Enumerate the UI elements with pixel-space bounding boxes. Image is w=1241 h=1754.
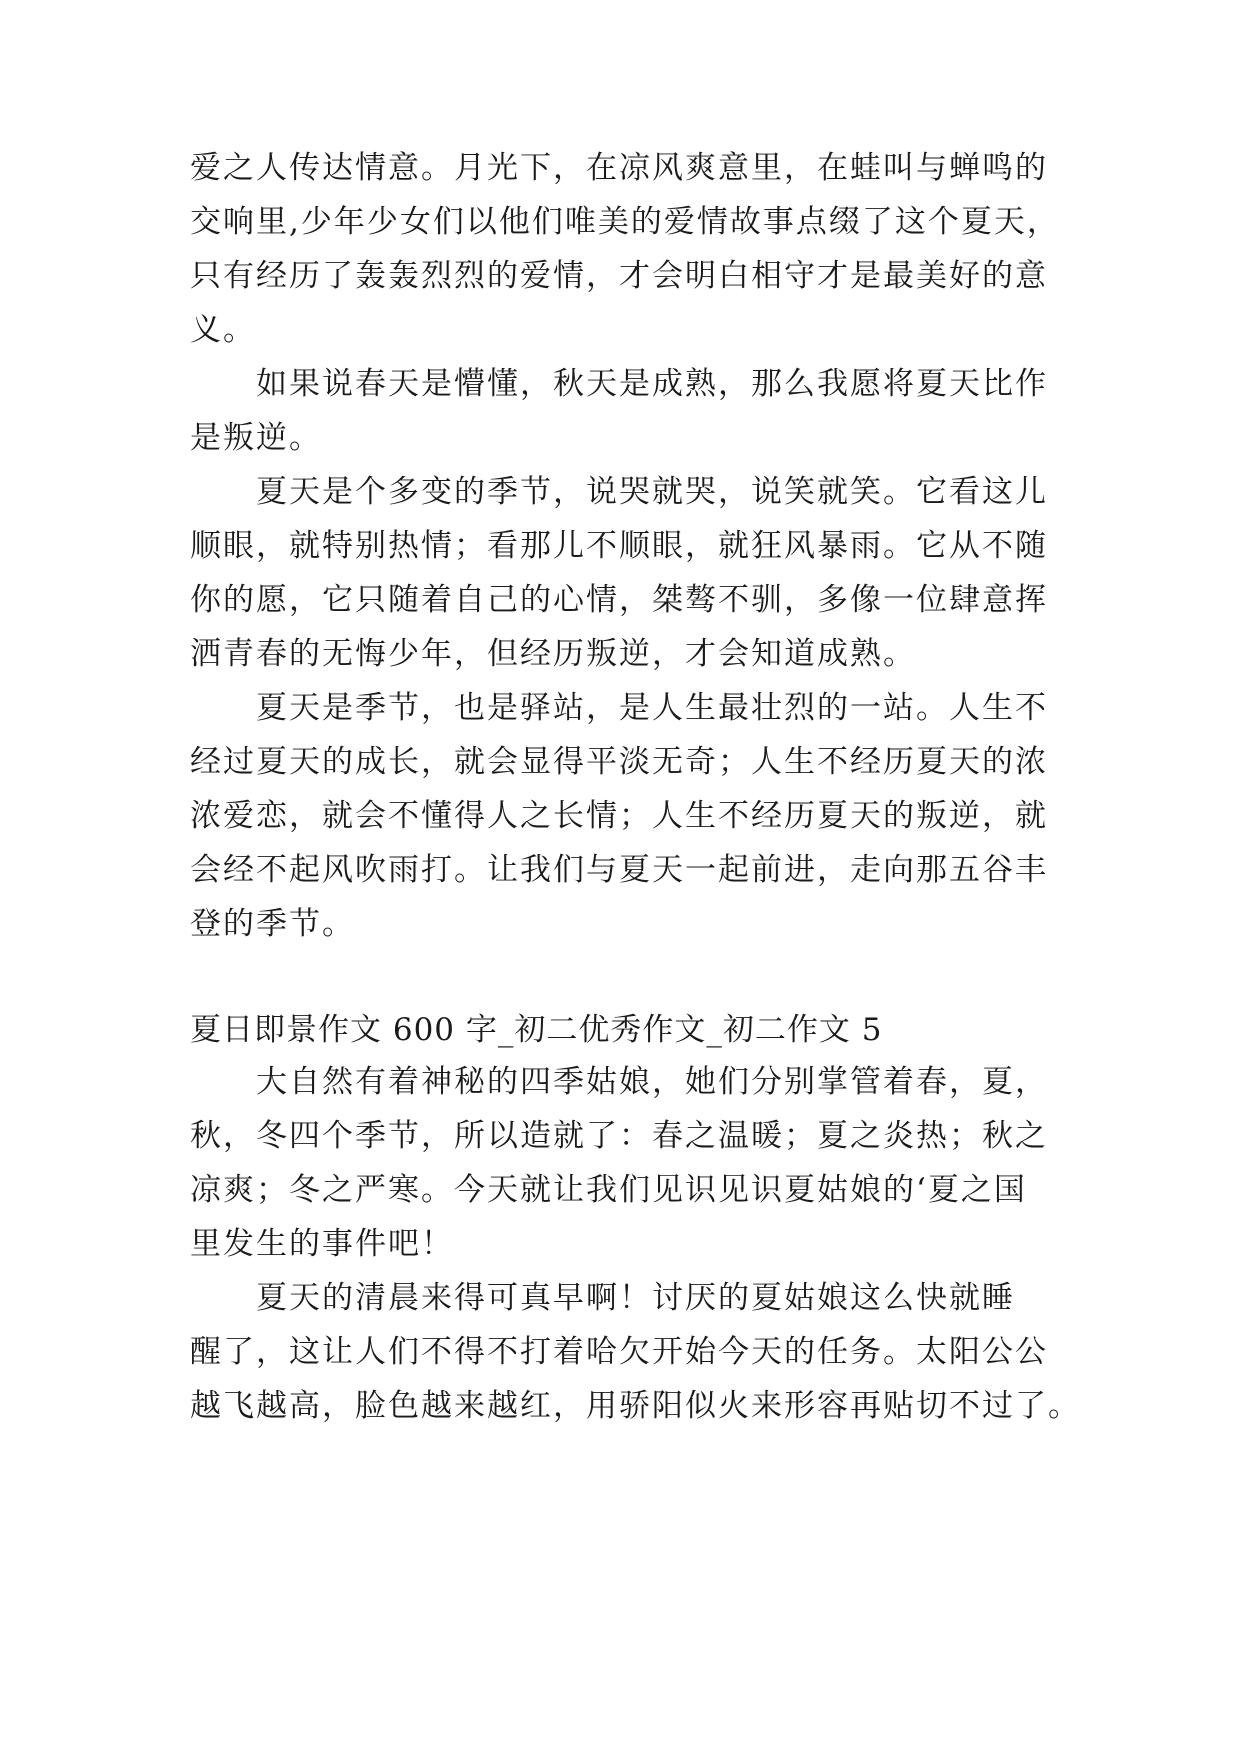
text-line: 经过夏天的成长，就会显得平淡无奇；人生不经历夏天的浓 [190,744,1048,780]
text-line: 是叛逆。 [190,420,322,456]
text-line: 浓爱恋，就会不懂得人之长情；人生不经历夏天的叛逆，就 [190,798,1048,834]
text-line: 会经不起风吹雨打。让我们与夏天一起前进，走向那五谷丰 [190,852,1048,888]
text-line: 夏天的清晨来得可真早啊！讨厌的夏姑娘这么快就睡 [256,1280,1015,1316]
text-line: 交响里,少年少女们以他们唯美的爱情故事点缀了这个夏天， [190,204,1060,240]
text-line: 顺眼，就特别热情；看那儿不顺眼，就狂风暴雨。它从不随 [190,528,1048,564]
text-line: 大自然有着神秘的四季姑娘，她们分别掌管着春，夏， [256,1064,1048,1100]
text-line: 洒青春的无悔少年，但经历叛逆，才会知道成熟。 [190,636,916,672]
text-line: 义。 [190,312,256,348]
text-line: 里发生的事件吧！ [190,1226,454,1262]
text-line: 登的季节。 [190,906,355,942]
text-line: 只有经历了轰轰烈烈的爱情，才会明白相守才是最美好的意 [190,258,1048,294]
text-line: 你的愿，它只随着自己的心情，桀骜不驯，多像一位肆意挥 [190,582,1048,618]
text-line: 越飞越高，脸色越来越红，用骄阳似火来形容再贴切不过了。 [190,1388,1081,1424]
text-line: 凉爽；冬之严寒。今天就让我们见识见识夏姑娘的‘夏之国 [190,1172,1027,1208]
text-line: 夏天是季节，也是驿站，是人生最壮烈的一站。人生不 [256,690,1048,726]
text-line: 秋，冬四个季节，所以造就了：春之温暖；夏之炎热；秋之 [190,1118,1048,1154]
text-line: 如果说春天是懵懂，秋天是成熟，那么我愿将夏天比作 [256,366,1048,402]
text-line: 爱之人传达情意。月光下，在凉风爽意里，在蛙叫与蝉鸣的 [190,150,1048,186]
text-line: 夏天是个多变的季节，说哭就哭，说笑就笑。它看这儿 [256,474,1048,510]
section-heading: 夏日即景作文 600 字_初二优秀作文_初二作文 5 [190,1012,883,1048]
text-line: 醒了，这让人们不得不打着哈欠开始今天的任务。太阳公公 [190,1334,1048,1370]
